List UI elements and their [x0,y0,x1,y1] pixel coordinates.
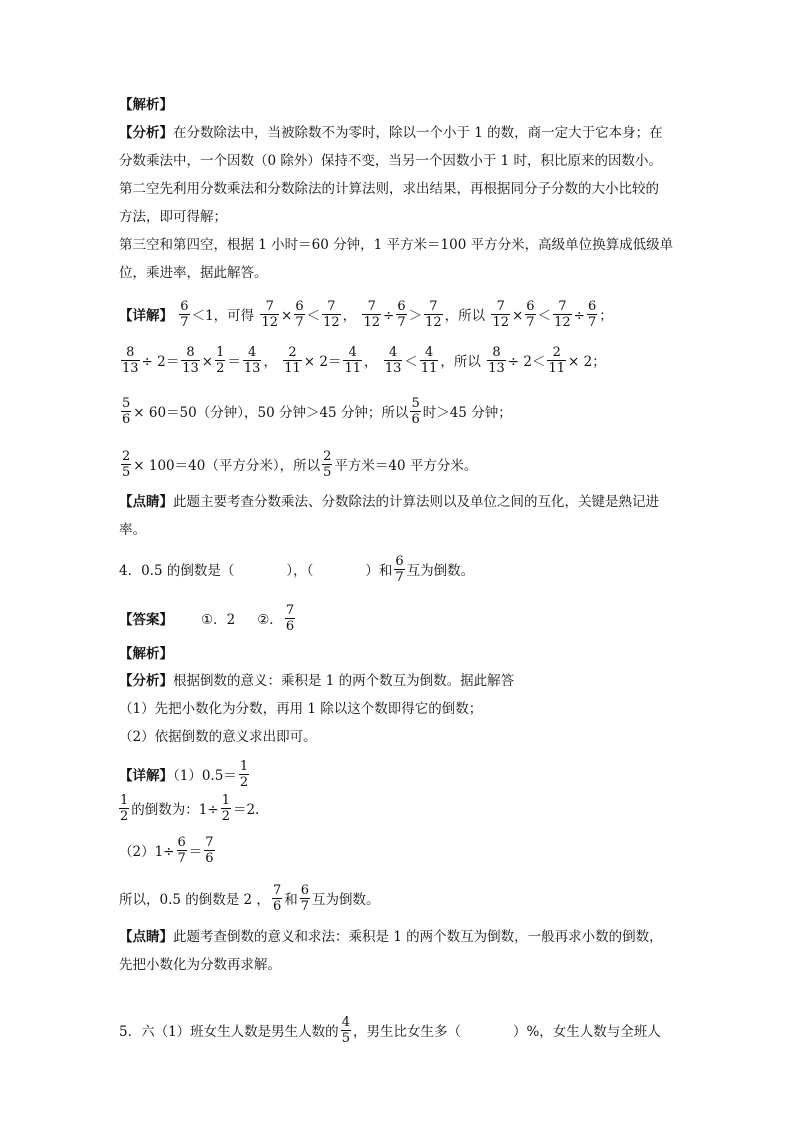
fraction: $\frac{6}{7}$ [526,299,535,330]
analysis-heading: 【解析】 [119,646,173,662]
text: 在分数除法中，当被除数不为零时，除以一个小于 1 的数，商一定大于它本身；在 [173,125,663,141]
fraction: $\frac{7}{12}$ [554,299,571,330]
question-4-stem: 4．0.5 的倒数是（ ），（ ）和 $\frac{6}{7}$ 互为倒数。 [119,554,475,585]
dianjing-line: 【点睛】此题考查倒数的意义和求法：乘积是 1 的两个数互为倒数，一般再求小数的倒数， [119,929,663,945]
fraction: $\frac{6}{7}$ [300,883,309,914]
detail-line-2: $\frac{8}{13}$ ÷ 2＝ $\frac{8}{13}$ × $\frac{1}{2}$ ＝ $\frac{4}{13}$ ， $\frac{2}{11}$ × 2＝ $\frac{4}{11}$ ， $\frac{4}{13}$ ＜ $\frac{4}{11}$ ，所以 $\frac{8}{13}$ ÷ 2＜ $\frac{2}{11}$ × 2； [122,345,606,376]
fraction: $\frac{5}{6}$ [411,396,420,427]
fraction: $\frac{4}{11}$ [420,345,438,376]
xiangjie-tag: 【详解】 [119,308,173,324]
fraction: $\frac{4}{13}$ [384,345,402,376]
detail-line: 【详解】（1）0.5＝ $\frac{1}{2}$ [119,759,249,790]
analysis-line: 位，乘进率，据此解答。 [119,265,268,281]
fraction: $\frac{6}{7}$ [295,299,304,330]
fraction: $\frac{7}{12}$ [261,299,279,330]
xiangjie-tag: 【详解】 [119,768,173,784]
fraction: $\frac{1}{2}$ [221,793,230,824]
fraction: $\frac{1}{2}$ [239,759,249,790]
analysis-line: （1）先把小数化为分数，再用 1 除以这个数即得它的倒数； [119,701,483,717]
fraction: $\frac{7}{12}$ [492,299,509,330]
fraction: $\frac{4}{11}$ [344,345,362,376]
fraction: $\frac{4}{13}$ [243,345,261,376]
dianjing-tag: 【点睛】 [119,929,173,945]
analysis-line: 【分析】根据倒数的意义：乘积是 1 的两个数互为倒数。据此解答 [119,673,515,689]
detail-line: （2）1÷ $\frac{6}{7}$ ＝ $\frac{7}{6}$ [119,835,214,866]
detail-line-3: $\frac{5}{6}$ × 60＝50（分钟），50 分钟＞45 分钟；所以 $\frac{5}{6}$ 时＞45 分钟； [122,396,512,427]
detail-line-1: 【详解】 $\frac{6}{7}$ ＜1，可得 $\frac{7}{12}$ × $\frac{6}{7}$ ＜ $\frac{7}{12}$ ， $\frac{7}{12}$ ÷ $\frac{6}{7}$ ＞ $\frac{7}{12}$ ，所以 $\frac{7}{12}$ × $\frac{6}{7}$ ＜ $\frac{7}{12}$ ÷ $\frac{6}{7}$ ； [119,299,613,330]
fraction: $\frac{8}{13}$ [182,345,199,376]
fraction: $\frac{7}{6}$ [285,603,295,634]
conclusion-line: 所以，0.5 的倒数是 2 ， $\frac{7}{6}$ 和 $\frac{6}{7}$ 互为倒数。 [119,883,380,914]
fraction: $\frac{8}{13}$ [488,345,505,376]
fraction: $\frac{2}{5}$ [122,449,131,480]
analysis-line [119,124,663,142]
dianjing-line: 先把小数化为分数再求解。 [119,957,281,973]
dianjing-line: 率。 [119,522,146,538]
detail-line-4: $\frac{2}{5}$ × 100＝40（平方分米），所以 $\frac{2}{5}$ 平方米＝40 平方分米。 [122,449,478,480]
fraction: $\frac{1}{2}$ [216,345,225,376]
fenxi-tag: 【分析】 [119,125,173,141]
daan-tag: 【答案】 [119,612,173,628]
fraction: $\frac{2}{11}$ [548,345,566,376]
fraction: $\frac{6}{7}$ [180,299,189,330]
dianjing-tag: 【点睛】 [119,494,173,510]
fenxi-tag: 【分析】 [119,673,173,689]
fraction: $\frac{5}{6}$ [122,396,131,427]
text: ＜1，可得 [191,308,255,324]
fraction: $\frac{7}{6}$ [205,835,214,866]
detail-line: $\frac{1}{2}$ 的倒数为：1÷ $\frac{1}{2}$ ＝2. [120,793,260,824]
fraction: $\frac{7}{12}$ [363,299,380,330]
fraction: $\frac{6}{7}$ [395,554,404,585]
fraction: $\frac{6}{7}$ [177,835,186,866]
fraction: $\frac{7}{12}$ [425,299,442,330]
question-5-stem: 5．六（1）班女生人数是男生人数的 $\frac{4}{5}$ ，男生比女生多（ ）%，女生人数与全班人 [119,1015,661,1046]
fraction: $\frac{2}{11}$ [284,345,301,376]
dianjing-line: 【点睛】此题主要考查分数乘法、分数除法的计算法则以及单位之间的互化，关键是熟记进 [119,494,659,510]
analysis-line: 方法，即可得解； [119,209,227,225]
analysis-line: 第三空和第四空，根据 1 小时＝60 分钟，1 平方米＝100 平方分米，高级单位换算成低级单 [119,237,674,253]
fraction: $\frac{1}{2}$ [120,793,129,824]
fraction: $\frac{2}{5}$ [323,449,332,480]
fraction: $\frac{7}{6}$ [272,883,282,914]
analysis-line: （2）依据倒数的意义求出即可。 [119,729,317,745]
fraction: $\frac{6}{7}$ [587,299,597,330]
analysis-line: 分数乘法中，一个因数（0 除外）保持不变，当另一个因数小于 1 时，积比原来的因数小。 [119,153,663,169]
analysis-line: 第二空先利用分数乘法和分数除法的计算法则，求出结果，再根据同分子分数的大小比较的 [119,181,659,197]
fraction: $\frac{4}{5}$ [341,1015,350,1046]
fraction: $\frac{8}{13}$ [122,345,139,376]
fraction: $\frac{7}{12}$ [323,299,340,330]
answer-line: 【答案】 ①．2 ②． $\frac{7}{6}$ [119,603,295,634]
analysis-heading: 【解析】 [119,97,173,113]
fraction: $\frac{6}{7}$ [397,299,406,330]
